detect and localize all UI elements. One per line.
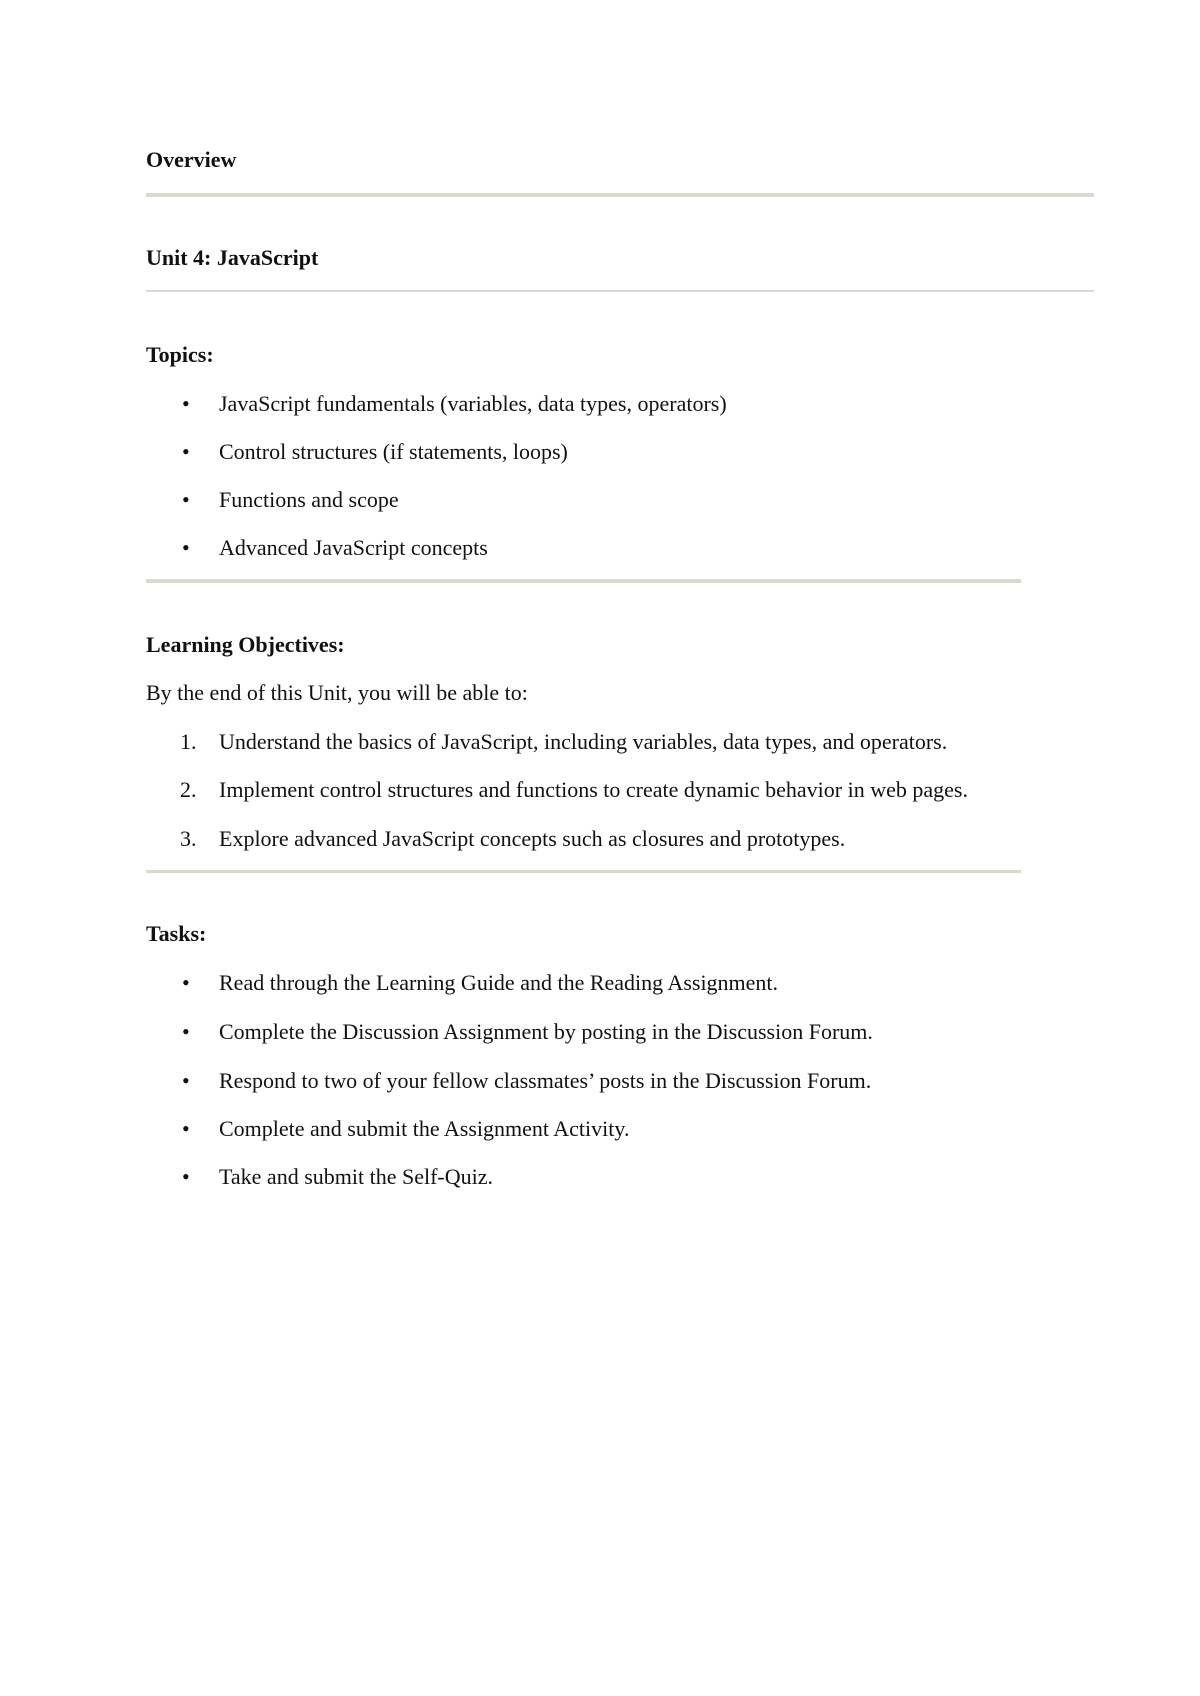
list-item: Understand the basics of JavaScript, including variables, data types, and operators. <box>219 729 948 754</box>
list-item: JavaScript fundamentals (variables, data types, operators) <box>219 391 727 416</box>
section-divider <box>146 870 1021 873</box>
bullet-icon: • <box>182 391 190 416</box>
list-item: Take and submit the Self-Quiz. <box>219 1164 494 1189</box>
unit-title: Unit 4: JavaScript <box>146 245 319 270</box>
bullet-icon: • <box>182 535 190 560</box>
section-divider <box>146 290 1094 292</box>
list-item: Read through the Learning Guide and the Reading Assignment. <box>219 970 779 995</box>
bullet-icon: • <box>182 439 190 464</box>
bullet-icon: • <box>182 1068 190 1093</box>
bullet-icon: • <box>182 1116 190 1141</box>
section-divider <box>146 193 1094 197</box>
list-number: 1. <box>180 729 197 754</box>
bullet-icon: • <box>182 487 190 512</box>
bullet-icon: • <box>182 1019 190 1044</box>
list-number: 3. <box>180 826 197 851</box>
overview-heading: Overview <box>146 147 237 172</box>
topics-heading: Topics: <box>146 342 214 367</box>
list-item: Implement control structures and functions to create dynamic behavior in web pages. <box>219 777 968 802</box>
list-item: Explore advanced JavaScript concepts such as closures and prototypes. <box>219 826 846 851</box>
list-item: Control structures (if statements, loops) <box>219 439 568 464</box>
bullet-icon: • <box>182 970 190 995</box>
tasks-heading: Tasks: <box>146 921 207 946</box>
objectives-heading: Learning Objectives: <box>146 632 345 657</box>
list-item: Complete the Discussion Assignment by posting in the Discussion Forum. <box>219 1019 873 1044</box>
section-divider <box>146 579 1021 583</box>
bullet-icon: • <box>182 1164 190 1189</box>
list-item: Respond to two of your fellow classmates’ posts in the Discussion Forum. <box>219 1068 872 1093</box>
list-item: Advanced JavaScript concepts <box>219 535 488 560</box>
list-item: Functions and scope <box>219 487 399 512</box>
objectives-intro: By the end of this Unit, you will be able to: <box>146 680 528 705</box>
list-number: 2. <box>180 777 197 802</box>
list-item: Complete and submit the Assignment Activity. <box>219 1116 630 1141</box>
